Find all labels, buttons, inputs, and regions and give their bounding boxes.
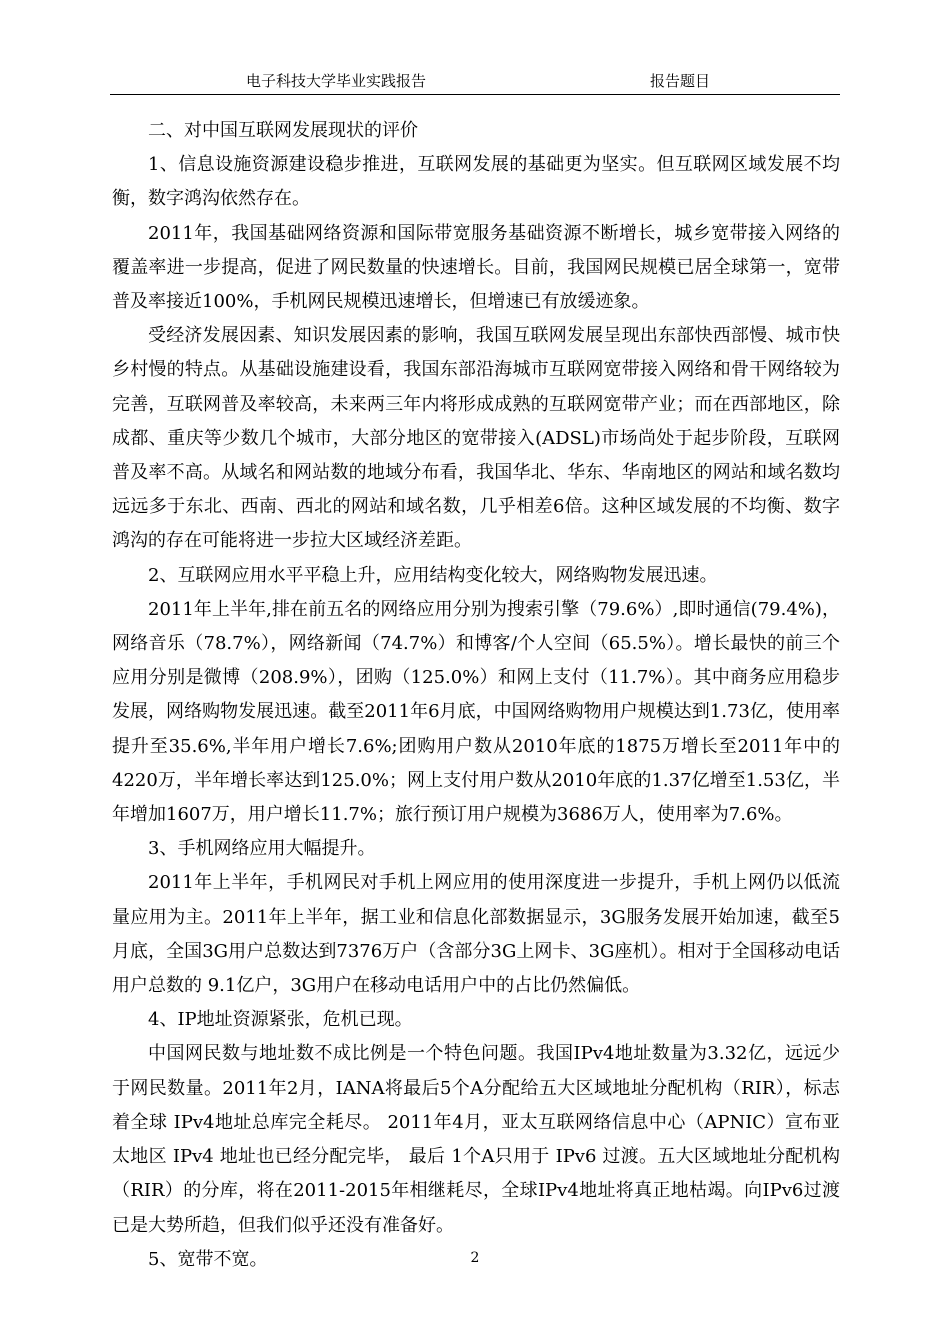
point-heading-1: 1、信息设施资源建设稳步推进，互联网发展的基础更为坚实。但互联网区域发展不均衡，数字鸿沟依然存在。 <box>112 154 840 210</box>
body-text <box>112 114 840 1277</box>
header-topic: 报告题目 <box>650 72 711 90</box>
paragraph: 受经济发展因素、知识发展因素的影响，我国互联网发展呈现出东部快西部慢、城市快乡村慢的特点。从基础设施建设看，我国东部沿海城市互联网宽带接入网络和骨干网络较为完善，互联网普及率较高，未来两三年内将形成成熟的互联网宽带产业；而在西部地区，除成都、重庆等少数几个城市，大部分地区的宽带接入(ADSL)市场尚处于起步阶段，互联网普及率不高。从域名和网站数的地域分布看，我国华北、华东、华南地区的网站和域名数均远远多于东北、西南、西北的网站和域名数，几乎相差6倍。这种区域发展的不均衡、数字鸿沟的存在可能将进一步拉大区域经济差距。 <box>112 325 840 552</box>
paragraph: 2011年，我国基础网络资源和国际带宽服务基础资源不断增长，城乡宽带接入网络的覆盖率进一步提高，促进了网民数量的快速增长。目前，我国网民规模已居全球第一，宽带普及率接近100%，手机网民规模迅速增长，但增速已有放缓迹象。 <box>112 222 840 313</box>
page-number: 2 <box>470 1250 480 1266</box>
page-footer <box>0 1250 950 1266</box>
point-heading-3: 3、手机网络应用大幅提升。 <box>148 838 376 860</box>
paragraph: 2011年上半年,排在前五名的网络应用分别为搜索引擎（79.6%）,即时通信(79.4%)，网络音乐（78.7%），网络新闻（74.7%）和博客/个人空间（65.5%）。增长最快的前三个应用分别是微博（208.9%），团购（125.0%）和网上支付（11.7%）。其中商务应用稳步发展，网络购物发展迅速。截至2011年6月底，中国网络购物用户规模达到1.73亿，使用率提升至35.6%,半年用户增长7.6%;团购用户数从2010年底的1875万增长至2011年中的4220万，半年增长率达到125.0%；网上支付用户数从2010年底的1.37亿增至1.53亿，半年增加1607万，用户增长11.7%；旅行预订用户规模为3686万人，使用率为7.6%。 <box>112 598 840 826</box>
page-header <box>110 70 840 95</box>
paragraph: 2011年上半年，手机网民对手机上网应用的使用深度进一步提升，手机上网仍以低流量应用为主。2011年上半年，据工业和信息化部数据显示，3G服务发展开始加速，截至5月底，全国3G用户总数达到7376万户（含部分3G上网卡、3G座机）。相对于全国移动电话用户总数的 9.1亿户，3G用户在移动电话用户中的占比仍然偏低。 <box>112 872 840 997</box>
point-heading-5: 5、宽带不宽。 <box>148 1248 268 1270</box>
point-heading-2: 2、互联网应用水平平稳上升，应用结构变化较大，网络购物发展迅速。 <box>148 564 718 586</box>
point-heading-4: 4、IP地址资源紧张，危机已现。 <box>148 1009 413 1031</box>
section-heading: 二、对中国互联网发展现状的评价 <box>148 120 418 141</box>
paragraph: 中国网民数与地址数不成比例是一个特色问题。我国IPv4地址数量为3.32亿，远远少于网民数量。2011年2月，IANA将最后5个A分配给五大区域地址分配机构（RIR），标志着全球 IPv4地址总库完全耗尽。 2011年4月，亚太互联网络信息中心（APNIC）宣布亚太地区 IPv4 地址也已经分配完毕， 最后 1个A只用于 IPv6 过渡。五大区域地址分配机构（RIR）的分库，将在2011-2015年相继耗尽，全球IPv4地址将真正地枯竭。向IPv6过渡已是大势所趋，但我们似乎还没有准备好。 <box>112 1043 840 1236</box>
header-report-title: 电子科技大学毕业实践报告 <box>246 72 427 90</box>
